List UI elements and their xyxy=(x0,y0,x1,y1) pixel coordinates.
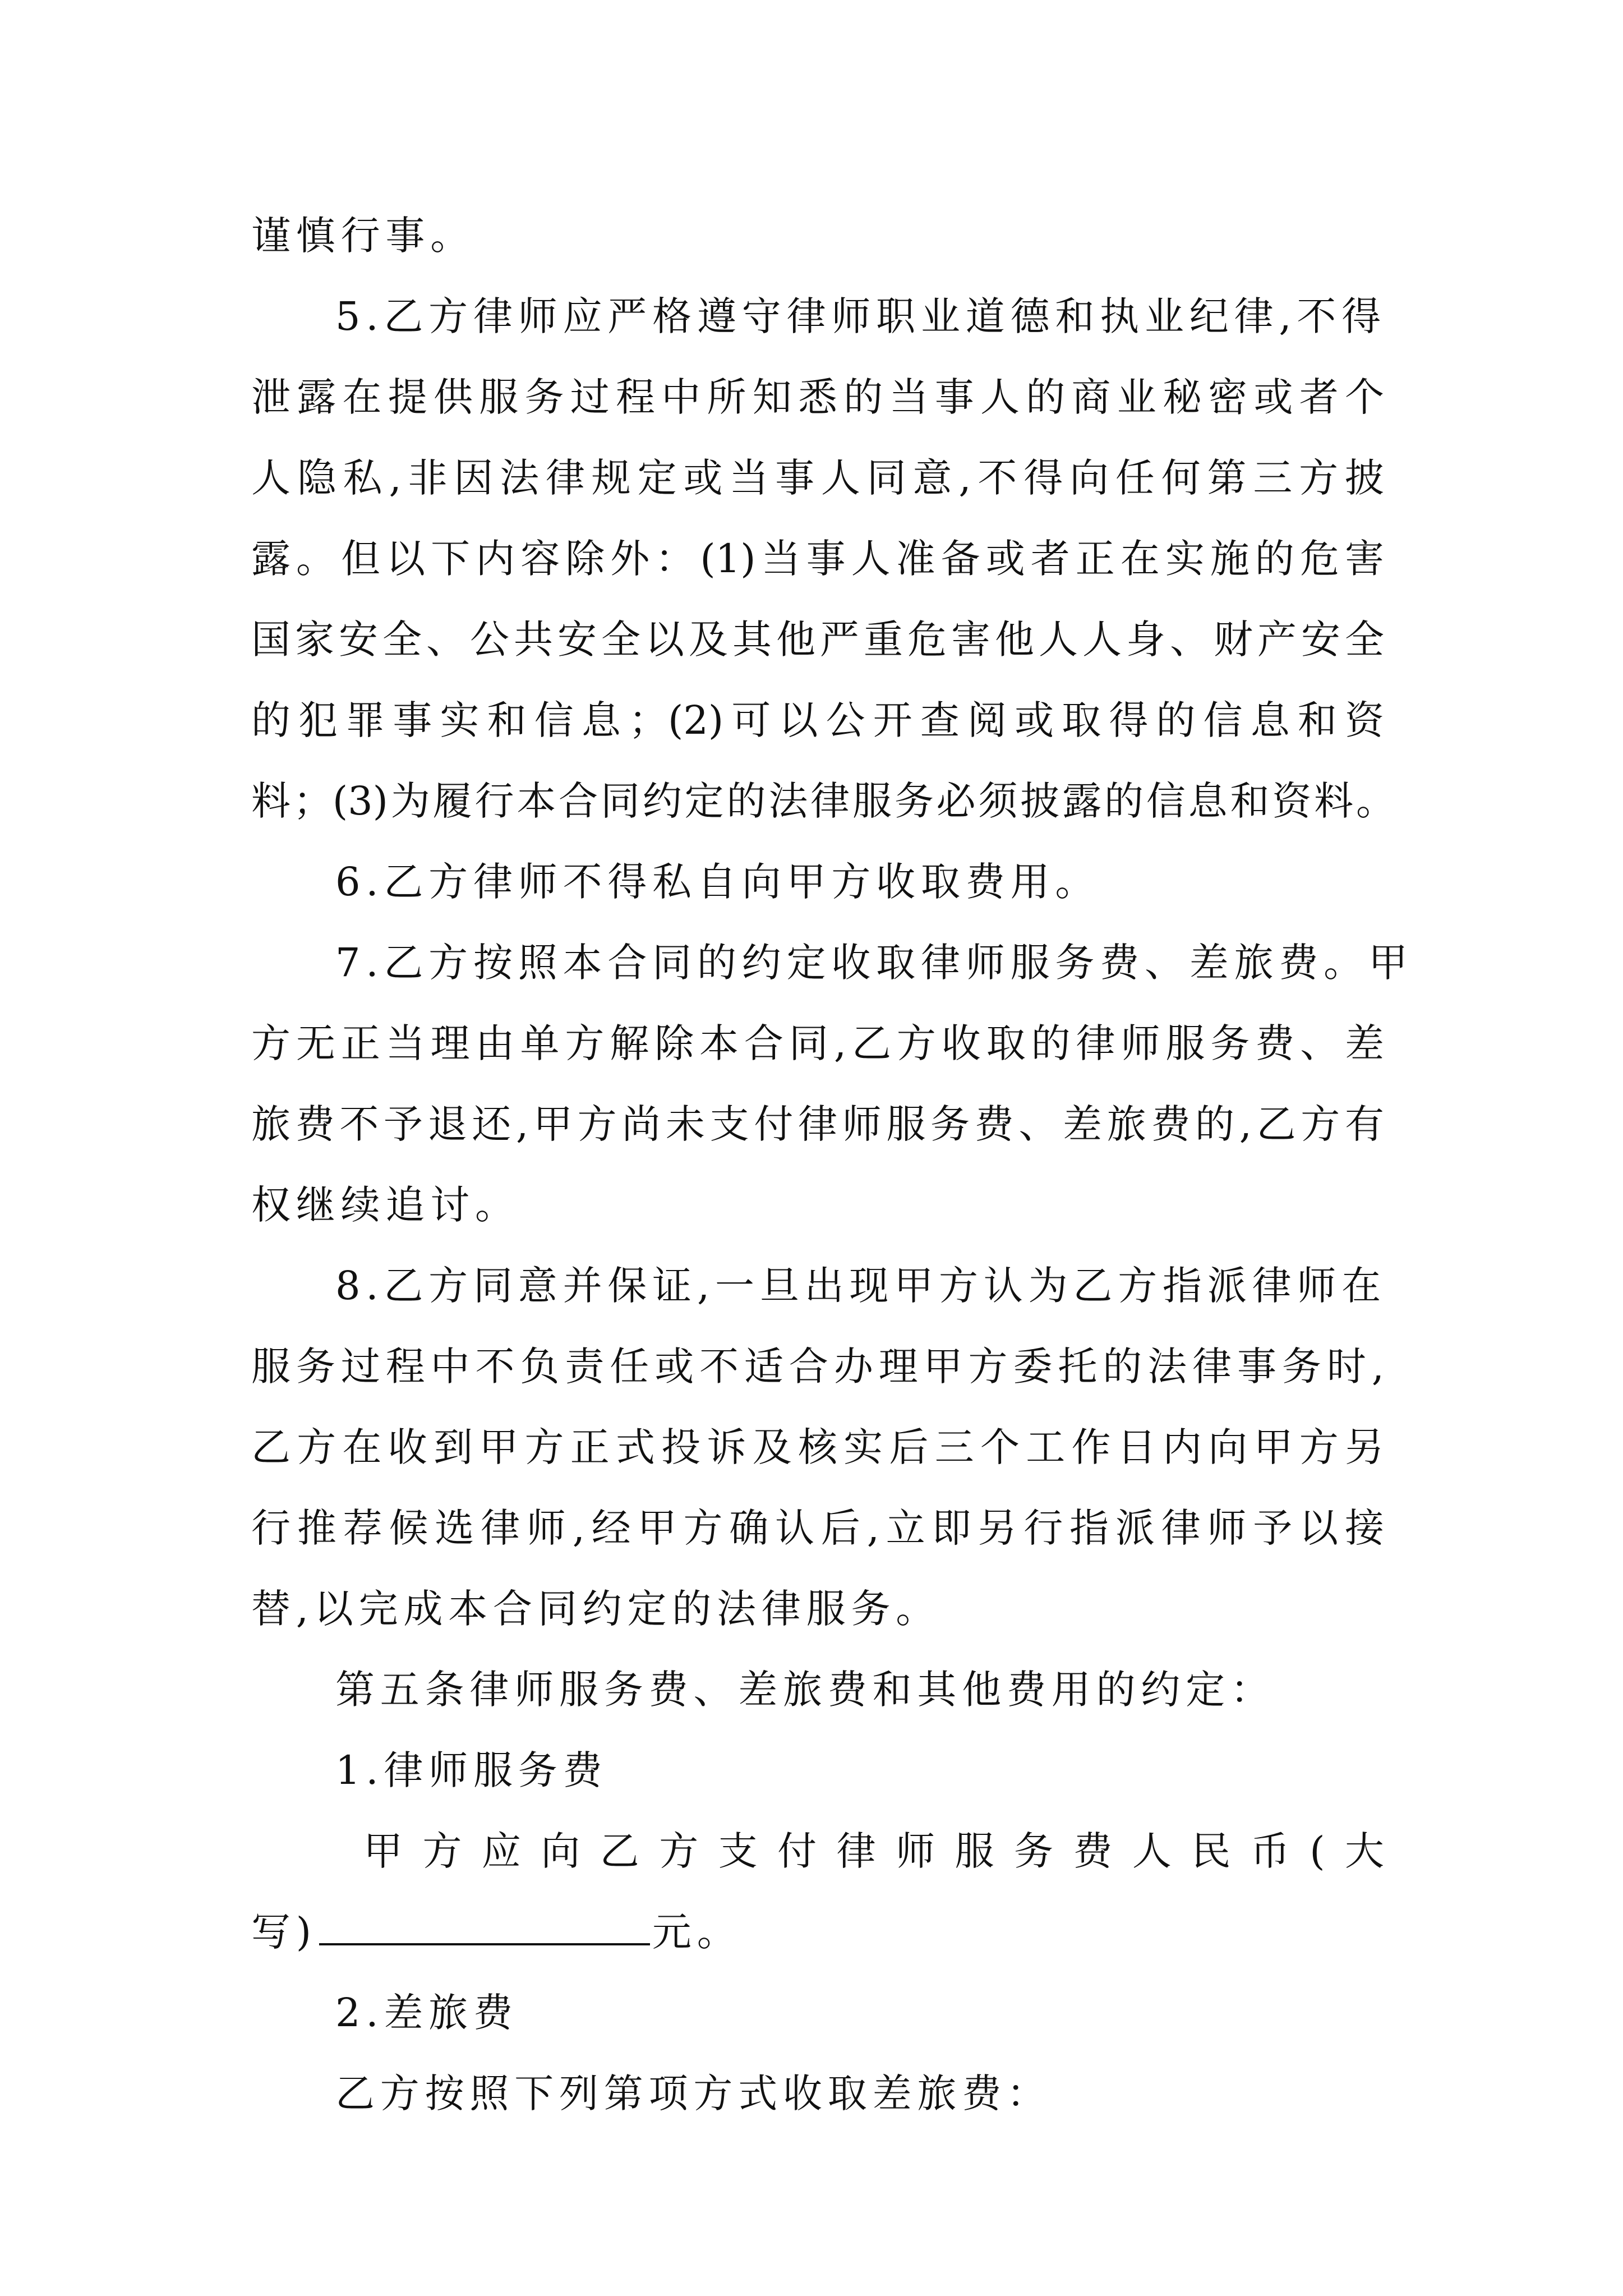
paragraph-line: 的犯罪事实和信息；(2)可以公开查阅或取得的信息和资 xyxy=(251,697,1384,743)
paragraph-line: 旅费不予退还,甲方尚未支付律师服务费、差旅费的,乙方有 xyxy=(251,1101,1384,1147)
paragraph-line: 8.乙方同意并保证,一旦出现甲方认为乙方指派律师在 xyxy=(335,1263,1387,1309)
paragraph-line: 人隐私,非因法律规定或当事人同意,不得向任何第三方披 xyxy=(251,455,1384,501)
paragraph-line: 6.乙方律师不得私自向甲方收取费用。 xyxy=(335,859,1100,905)
paragraph-line: 谨慎行事。 xyxy=(251,213,475,259)
paragraph-line: 方无正当理由单方解除本合同,乙方收取的律师服务费、差 xyxy=(251,1020,1384,1066)
section-heading: 第五条律师服务费、差旅费和其他费用的约定： xyxy=(335,1667,1275,1713)
fee-line-prefix: 写) xyxy=(251,1909,317,1955)
fee-line-suffix: 元。 xyxy=(652,1909,742,1955)
paragraph-line: 服务过程中不负责任或不适合办理甲方委托的法律事务时, xyxy=(251,1343,1384,1389)
subsection-heading: 2.差旅费 xyxy=(335,1990,518,2036)
paragraph-line: 甲方应向乙方支付律师服务费人民币(大 xyxy=(363,1828,1384,1874)
paragraph-line: 乙方在收到甲方正式投诉及核实后三个工作日内向甲方另 xyxy=(251,1424,1384,1470)
paragraph-line: 泄露在提供服务过程中所知悉的当事人的商业秘密或者个 xyxy=(251,374,1384,420)
paragraph-line: 料；(3)为履行本合同约定的法律服务必须披露的信息和资料。 xyxy=(251,778,1395,824)
paragraph-line: 行推荐候选律师,经甲方确认后,立即另行指派律师予以接 xyxy=(251,1505,1384,1551)
paragraph-line: 国家安全、公共安全以及其他严重危害他人人身、财产安全 xyxy=(251,616,1384,662)
paragraph-line: 5.乙方律师应严格遵守律师职业道德和执业纪律,不得 xyxy=(335,293,1387,339)
paragraph-line: 7.乙方按照本合同的约定收取律师服务费、差旅费。甲 xyxy=(335,940,1413,986)
fee-amount-blank xyxy=(319,1898,650,1945)
fee-amount-line xyxy=(251,1898,1384,1966)
subsection-heading: 1.律师服务费 xyxy=(335,1747,608,1793)
paragraph-line: 乙方按照下列第项方式收取差旅费： xyxy=(335,2070,1052,2116)
paragraph-line: 替,以完成本合同约定的法律服务。 xyxy=(251,1586,941,1632)
paragraph-line: 权继续追讨。 xyxy=(251,1182,520,1228)
paragraph-line: 露。但以下内容除外：(1)当事人准备或者正在实施的危害 xyxy=(251,536,1384,582)
